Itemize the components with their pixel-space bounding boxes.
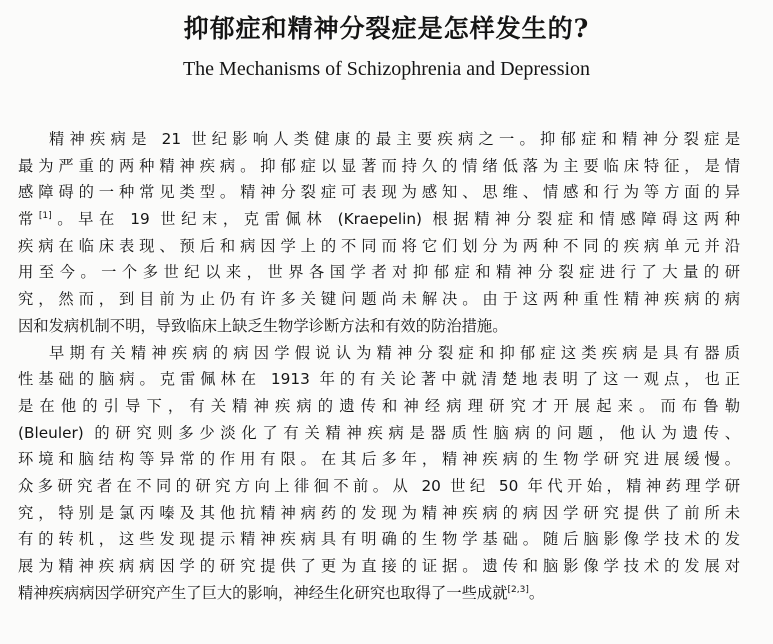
title-english: The Mechanisms of Schizophrenia and Depression [182,58,591,80]
text-line: 性基础的脑病。克雷佩林在 1913 年的有关论著中就清楚地表明了这一观点，也正 [18,370,740,389]
text-line: 常[1]。早在 19 世纪末，克雷佩林 (Kraepelin) 根据精神分裂症和情感障碍这两种 [18,210,740,229]
text-line: 展为精神疾病病因学的研究提供了更为直接的证据。遗传和脑影像学技术的发展对 [18,557,740,575]
text-line: (Bleuler) 的研究则多少淡化了有关精神疾病是器质性脑病的问题，他认为遗传、 [18,423,740,442]
text-line: 精神疾病是 21 世纪影响人类健康的最主要疾病之一。抑郁症和精神分裂症是 [49,130,740,148]
text-line: 早期有关精神疾病的病因学假说认为精神分裂症和抑郁症这类疾病是具有器质 [49,343,740,362]
text-line: 用至今。一个多世纪以来，世界各国学者对抑郁症和精神分裂症进行了大量的研 [18,263,740,282]
text-line: 疾病在临床表现、预后和病因学上的不同而将它们划分为两种不同的疾病单元并沿 [18,236,740,255]
text-line: 环境和脑结构等异常的作用有限。在其后多年，精神疾病的生物学研究进展缓慢。 [18,450,740,469]
citation-ref: [2,3] [507,584,529,595]
title-chinese: 抑郁症和精神分裂症是怎样发生的? [183,14,590,43]
body-text [18,126,740,606]
text-line: 最为严重的两种精神疾病。抑郁症以显著而持久的情绪低落为主要临床特征，是情 [18,156,740,175]
citation-ref: [1] [38,211,52,222]
text-line: 因和发病机制不明，导致临床上缺乏生物学诊断方法和有效的防治措施。 [18,316,508,335]
text-line: 究，然而，到目前为止仍有许多关键问题尚未解决。由于这两种重性精神疾病的病 [18,290,740,309]
text-line: 有的转机，这些发现提示精神疾病具有明确的生物学基础。随后脑影像学技术的发 [18,530,740,549]
text-line: 感障碍的一种常见类型。精神分裂症可表现为感知、思维、情感和行为等方面的异 [18,183,740,202]
text-line: 究，特别是氯丙嗪及其他抗精神病药的发现为精神疾病的病因学研究提供了前所未 [18,503,740,522]
text-line: 精神疾病病因学研究产生了巨大的影响，神经生化研究也取得了一些成就[2,3]。 [18,583,545,602]
text-line: 是在他的引导下，有关精神疾病的遗传和神经病理研究才开展起来。而布鲁勒 [18,396,740,415]
text-line: 众多研究者在不同的研究方向上徘徊不前。从 20 世纪 50 年代开始，精神药理学研 [18,476,740,495]
